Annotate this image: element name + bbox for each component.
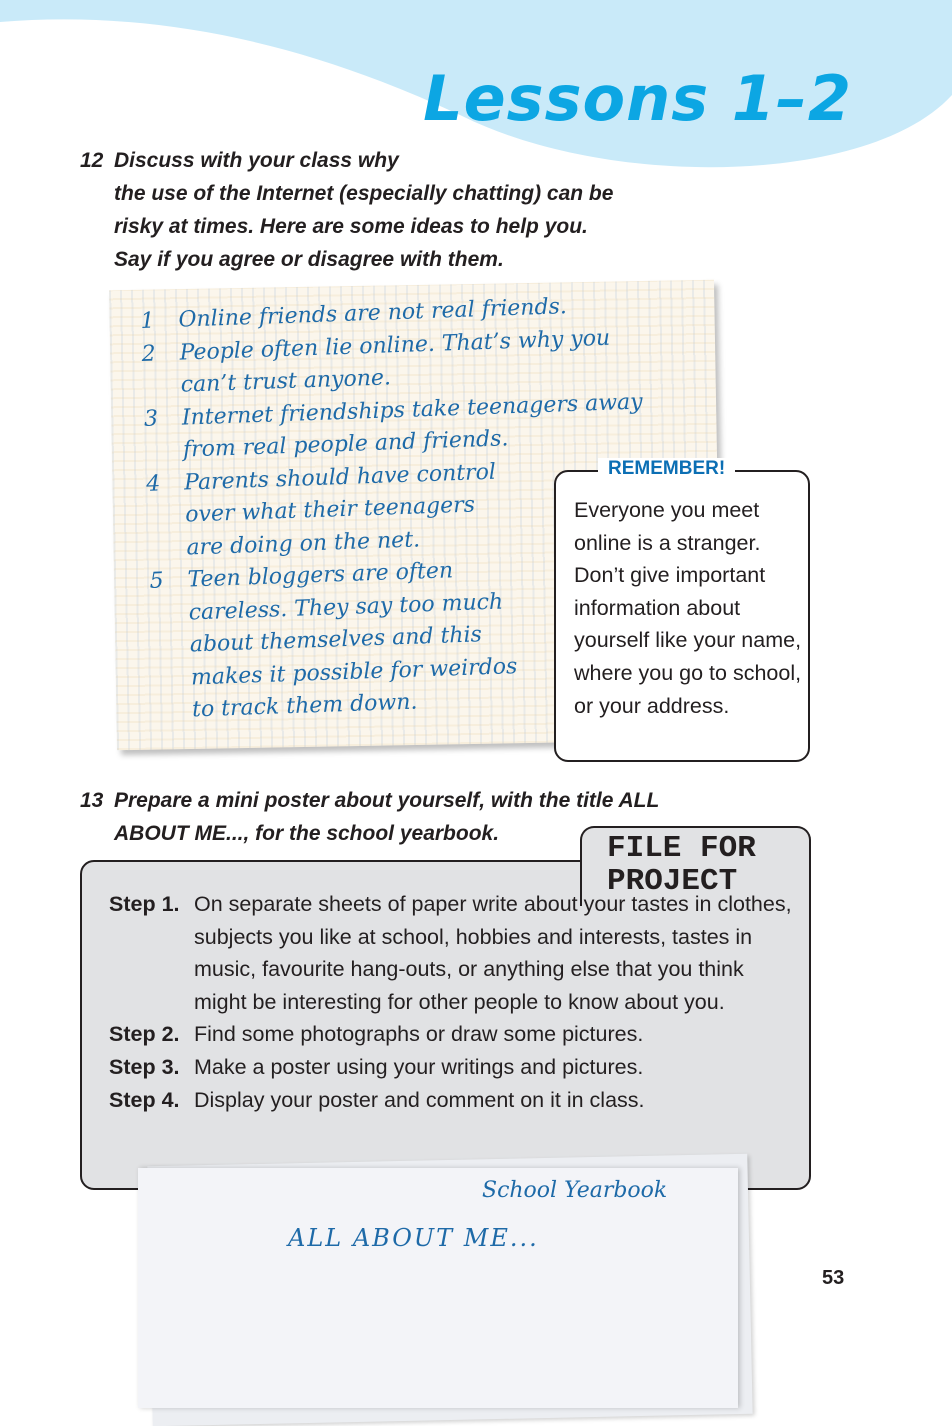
step-text: Make a poster using your writings and pictures. (194, 1054, 644, 1079)
page-title: Lessons 1–2 (423, 62, 852, 135)
step-text: Display your poster and comment on it in class. (194, 1087, 645, 1112)
step-item (109, 1018, 794, 1051)
task-text-line: Discuss with your class why (114, 149, 399, 172)
step-item (109, 888, 794, 1018)
step-text: Find some photographs or draw some pictures. (194, 1022, 644, 1047)
task-13 (80, 784, 659, 850)
idea-number: 5 (149, 568, 165, 594)
idea-number: 4 (145, 470, 161, 497)
yearbook-title: ALL ABOUT ME... (288, 1224, 539, 1252)
task-number: 12 (80, 149, 104, 172)
step-label: Step 4. (109, 1087, 180, 1112)
idea-number: 3 (143, 405, 159, 432)
idea-text: Online friends are not real friends. (178, 294, 568, 333)
file-label-line: FILE FOR (607, 831, 756, 866)
step-label: Step 3. (109, 1054, 180, 1079)
task-text-line: Prepare a mini poster about yourself, with the title ALL (114, 789, 660, 812)
task-text-line: risky at times. Here are some ideas to help you. (114, 215, 588, 238)
step-item (109, 1084, 794, 1117)
step-label: Step 1. (109, 892, 180, 916)
remember-title: REMEMBER! (598, 458, 735, 480)
idea-number: 1 (140, 308, 155, 334)
yearbook-school-label: School Yearbook (482, 1178, 668, 1203)
idea-text: Parents should have control over what their teenagers are doing on the net. (183, 459, 497, 561)
project-steps-list (109, 888, 794, 1116)
idea-text: People often lie online. That’s why you can’t trust anyone. (179, 325, 611, 398)
task-text-line: Say if you agree or disagree with them. (114, 248, 504, 271)
step-item (109, 1051, 794, 1084)
step-text: On separate sheets of paper write about your tastes in clothes, subjects you like at school, hobbies and interests, tastes in music, favourite hang-outs, or anything else that you think might be interesting for other people to know about you. (194, 892, 792, 1014)
page-number: 53 (822, 1267, 845, 1289)
task-number: 13 (80, 789, 104, 812)
step-label: Step 2. (109, 1022, 180, 1047)
idea-text: Teen bloggers are often careless. They say too much about themselves and this makes it possible for weirdos to track them down. (187, 558, 518, 723)
file-label-line: PROJECT (607, 864, 738, 899)
task-12 (80, 144, 613, 276)
yearbook-sheet (138, 1168, 738, 1408)
task-text-line: the use of the Internet (especially chatting) can be (114, 182, 614, 205)
remember-callout (554, 458, 810, 762)
remember-text: Everyone you meet online is a stranger. Don’t give important information about yourself like your name, where you go to school, or your address. (574, 498, 802, 718)
task-text-line: ABOUT ME..., for the school yearbook. (114, 822, 500, 845)
idea-text: Internet friendships take teenagers away from real people and friends. (181, 389, 644, 463)
idea-number: 2 (141, 340, 157, 367)
